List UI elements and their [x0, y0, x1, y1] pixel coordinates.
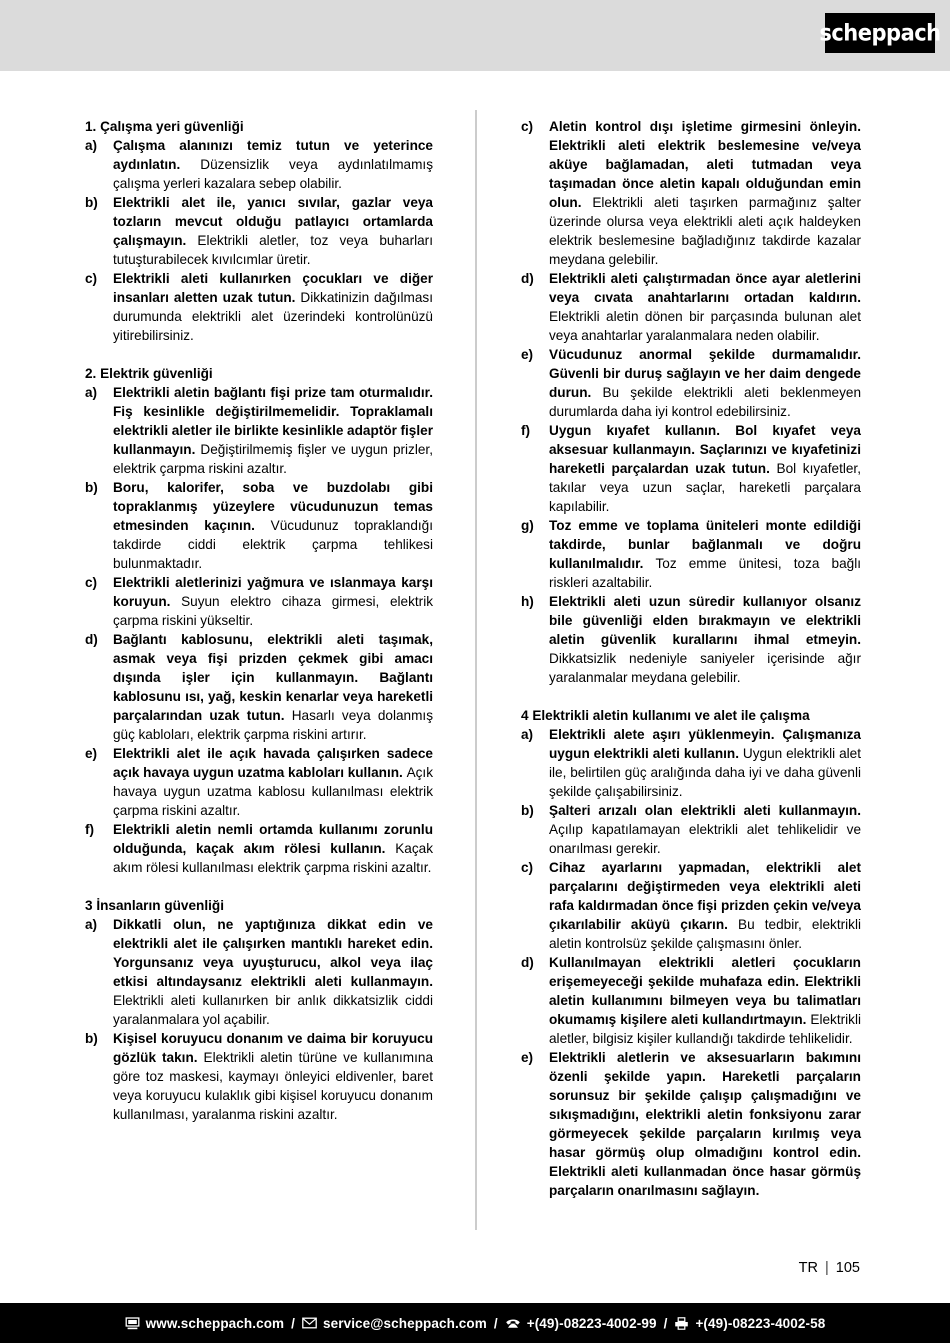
list-item-label: g): [521, 518, 534, 533]
list-item-label: c): [521, 119, 534, 134]
list-item-label: c): [85, 575, 98, 590]
fax-icon: [674, 1317, 689, 1330]
phone-icon: [505, 1317, 521, 1329]
list-item-label: b): [85, 1031, 98, 1046]
list-item-label: b): [521, 803, 534, 818]
list-item-text: Toz emme ve toplama üniteleri monte edildiği takdirde, bunlar bağlanmalı ve doğru kullanılmalıdır. Toz emme ünitesi, toza bağlı riskleri azaltabilir.: [549, 518, 861, 590]
list-item-text: Kullanılmayan elektrikli aletleri çocukların erişemeyeceği şekilde muhafaza edin. Elektrikli aletin kullanımını bilmeyen veya bu talimatları okumamış kişilere aleti kullandırtmayın. Elektrikli aletler, bilgisiz kişiler kullandığı takdirde tehlikelidir.: [549, 955, 861, 1046]
footer-separator: /: [493, 1315, 498, 1331]
list-item-text: Elektrikli aletlerinizi yağmura ve ıslanmaya karşı koruyun. Suyun elektro cihaza girmesi, elektrik çarpma riskini yükseltir.: [113, 575, 434, 628]
list-item: [85, 383, 433, 478]
list-item-label: e): [521, 1050, 534, 1065]
list-item: [85, 744, 433, 820]
list-item: [521, 117, 861, 269]
scheppach-logo: [819, 13, 941, 53]
page-number: [0, 1260, 860, 1276]
list-item-label: b): [85, 480, 98, 495]
email-icon: [302, 1317, 317, 1329]
list-item-text: Elektrikli aletin bağlantı fişi prize tam oturmalıdır. Fiş kesinlikle değiştirilmemelidir. Topraklamalı elektrikli aletler ile birlikte kesinlikle adaptör fişler kullanmayın. Değiştirilmemiş fişler ve uygun prizler, elektrik çarpma riskini azaltır.: [113, 385, 433, 476]
header-band: [0, 0, 950, 71]
list-item-text: Elektrikli aleti çalıştırmadan önce ayar aletlerini veya cıvata anahtarlarını ortadan kaldırın. Elektrikli aletin dönen bir parçasında bulunan alet veya anahtarlar yaralanmalara neden olabilir.: [549, 271, 861, 343]
list-item: [521, 592, 861, 687]
list-item-text: Dikkatli olun, ne yaptığınıza dikkat edin ve elektrikli alet ile çalışırken mantıklı hareket edin. Yorgunsanız veya uyuşturucu, alkol veya ilaç etkisi altındaysanız elektrikli aleti kullanmayın. Elektrikli aleti kullanırken bir anlık dikkatsizlik ciddi yaralanmalara yol açabilir.: [113, 917, 433, 1027]
section-heading: 3 İnsanların güvenliği: [85, 898, 224, 913]
list-item-text: Kişisel koruyucu donanım ve daima bir koruyucu gözlük takın. Elektrikli aletin türüne ve kullanımına göre toz maskesi, kaymayı önleyici eldivenler, baret veya koruyucu kulaklık gibi kişisel koruyucu donanım kullanılması, yaralanma riskini azaltır.: [113, 1031, 434, 1122]
list-item-label: a): [85, 138, 98, 153]
footer-email-group: [302, 1316, 487, 1331]
list-item-label: a): [85, 917, 98, 932]
footer-fax: +(49)-08223-4002-58: [695, 1315, 826, 1331]
list-item: [521, 953, 861, 1048]
list-item: [85, 136, 433, 193]
safety-section: [85, 896, 433, 1124]
footer-email: service@scheppach.com: [323, 1315, 487, 1331]
page-number-value: 105: [835, 1260, 860, 1276]
list-item-text: Elektrikli aletlerin ve aksesuarların bakımını özenli şekilde yapın. Hareketli parçaların sorunsuz bir şekilde çalışıp çalışmadığını ve sıkışmadığını, elektrikli aletin fonksiyonu zarar görmeyecek şekilde parçaların kırılmış veya hasar görmüş olup olmadığını kontrol edin. Elektrikli aleti kullanmadan önce hasar görmüş parçaların onarılmasını sağlayın.: [549, 1050, 861, 1198]
list-item: [85, 1029, 433, 1124]
list-item: [521, 801, 861, 858]
safety-section: [521, 706, 861, 1200]
computer-icon: [125, 1317, 140, 1330]
list-item-label: c): [521, 860, 534, 875]
list-item-text: Uygun kıyafet kullanın. Bol kıyafet veya aksesuar kullanmayın. Saçlarınızı ve kıyafetinizi hareketli parçalardan uzak tutun. Bol kıyafetler, takılar veya uzun saçlar, hareketli parçalara kapılabilir.: [549, 423, 861, 514]
list-item: [521, 269, 861, 345]
list-item: [521, 421, 861, 516]
column-divider: [475, 110, 477, 1230]
list-item-label: c): [85, 271, 98, 286]
footer-fax-group: [674, 1316, 825, 1331]
list-item-text: Elektrikli aletin nemli ortamda kullanımı zorunlu olduğunda, kaçak akım rölesi kullanın. Kaçak akım rölesi kullanılması elektrik çarpma riskini azaltır.: [113, 822, 433, 875]
list-item: [521, 1048, 861, 1200]
list-item-text: Şalteri arızalı olan elektrikli aleti kullanmayın. Açılıp kapatılamayan elektrikli alet tehlikelidir ve onarılması gerekir.: [549, 803, 861, 856]
list-item-text: Aletin kontrol dışı işletime girmesini önleyin. Elektrikli aleti elektrik beslemesine ve/veya aküye bağlamadan, aleti tutmadan veya taşımadan önce aletin kapalı olduğundan emin olun. Elektrikli aleti taşırken parmağınız şalter üzerinde olursa veya elektrikli aleti açık haldeyken elektrik beslemesine bağladığınız takdirde kazalar meydana gelebilir.: [549, 119, 861, 267]
column-right: [521, 117, 861, 1200]
list-item-text: Elektrikli aleti uzun süredir kullanıyor olsanız bile güvenliği elden bırakmayın ve elektrikli aletin güvenlik kurallarını ihmal etmeyin. Dikkatsizlik nedeniyle saniyeler içerisinde ağır yaralanmalar meydana gelebilir.: [549, 594, 861, 685]
list-item-label: d): [521, 955, 534, 970]
page-language-code: TR: [798, 1260, 819, 1276]
list-item: [85, 820, 433, 877]
list-item-label: a): [85, 385, 98, 400]
list-item: [85, 269, 433, 345]
list-item-label: f): [521, 423, 531, 438]
footer-website: www.scheppach.com: [145, 1315, 285, 1331]
safety-section: [85, 364, 433, 877]
section-heading: 2. Elektrik güvenliği: [85, 366, 213, 381]
list-item-label: e): [521, 347, 534, 362]
page-number-separator: |: [825, 1260, 829, 1276]
list-item-label: d): [521, 271, 534, 286]
list-item-label: a): [521, 727, 534, 742]
list-item-label: b): [85, 195, 98, 210]
footer-website-group: [125, 1316, 285, 1331]
list-item: [85, 630, 433, 744]
list-item: [85, 193, 433, 269]
footer-phone-group: [505, 1316, 657, 1331]
list-item: [521, 345, 861, 421]
list-item-label: d): [85, 632, 98, 647]
list-item-text: Çalışma alanınızı temiz tutun ve yeterince aydınlatın. Düzensizlik veya aydınlatılmamış çalışma yerleri kazalara sebep olabilir.: [113, 138, 433, 191]
list-item-label: f): [85, 822, 95, 837]
section-heading: 1. Çalışma yeri güvenliği: [85, 119, 244, 134]
list-item: [85, 478, 433, 573]
list-item-text: Boru, kalorifer, soba ve buzdolabı gibi topraklanmış yüzeylere vücudunuzun temas etmesinden kaçının. Vücudunuz topraklandığı takdirde ciddi elektrik çarpma tehlikesi bulunmaktadır.: [113, 480, 433, 571]
list-item-text: Vücudunuz anormal şekilde durmamalıdır. Güvenli bir duruş sağlayın ve her daim dengede durun. Bu şekilde elektrikli aleti beklenmeyen durumlarda daha iyi kontrol edebilirsiniz.: [549, 347, 861, 419]
section-heading: 4 Elektrikli aletin kullanımı ve alet ile çalışma: [521, 708, 810, 723]
list-item-text: Elektrikli alet ile açık havada çalışırken sadece açık havaya uygun uzatma kabloları kullanın. Açık havaya uygun uzatma kablosu kullanılması elektrik çarpma riskini azaltır.: [113, 746, 433, 818]
list-item: [521, 858, 861, 953]
list-item: [521, 725, 861, 801]
footer-phone: +(49)-08223-4002-99: [526, 1315, 657, 1331]
scheppach-logo-text: scheppach: [819, 20, 941, 46]
list-item-text: Cihaz ayarlarını yapmadan, elektrikli alet parçalarını değiştirmeden veya elektrikli aleti rafa kaldırmadan önce fişi prizden çekin ve/veya çıkarılabilir aküyü çıkarın. Bu tedbir, elektrikli aletin kontrolsüz şekilde çalışmasını önler.: [549, 860, 861, 951]
footer-separator: /: [663, 1315, 668, 1331]
list-item-text: Bağlantı kablosunu, elektrikli aleti taşımak, asmak veya fişi prizden çekmek gibi amacı dışında işler için kullanmayın. Bağlantı kablosunu ısı, yağ, keskin kenarlar veya hareketli parçalarından uzak tutun. Hasarlı veya dolanmış güç kabloları, elektrik çarpma riskini artırır.: [113, 632, 433, 742]
safety-section: [85, 117, 433, 345]
safety-section: [521, 117, 861, 687]
list-item-text: Elektrikli aleti kullanırken çocukları ve diğer insanları aletten uzak tutun. Dikkatinizin dağılması durumunda elektrikli alet üzerindeki kontrolünüzü yitirebilirsiniz.: [113, 271, 433, 343]
list-item: [85, 915, 433, 1029]
list-item-label: e): [85, 746, 98, 761]
footer-contact-bar: [0, 1303, 950, 1343]
list-item: [521, 516, 861, 592]
list-item-text: Elektrikli alet ile, yanıcı sıvılar, gazlar veya tozların mevcut olduğu patlayıcı ortamlarda çalışmayın. Elektrikli aletler, toz veya buharları tutuşturabilecek kıvılcımlar üretir.: [113, 195, 433, 267]
column-left: [85, 117, 433, 1124]
list-item: [85, 573, 433, 630]
list-item-label: h): [521, 594, 534, 609]
footer-separator: /: [291, 1315, 296, 1331]
list-item-text: Elektrikli alete aşırı yüklenmeyin. Çalışmanıza uygun elektrikli aleti kullanın. Uygun elektrikli alet ile, belirtilen güç aralığında daha iyi ve daha güvenli şekilde çalışabilirsiniz.: [549, 727, 861, 799]
